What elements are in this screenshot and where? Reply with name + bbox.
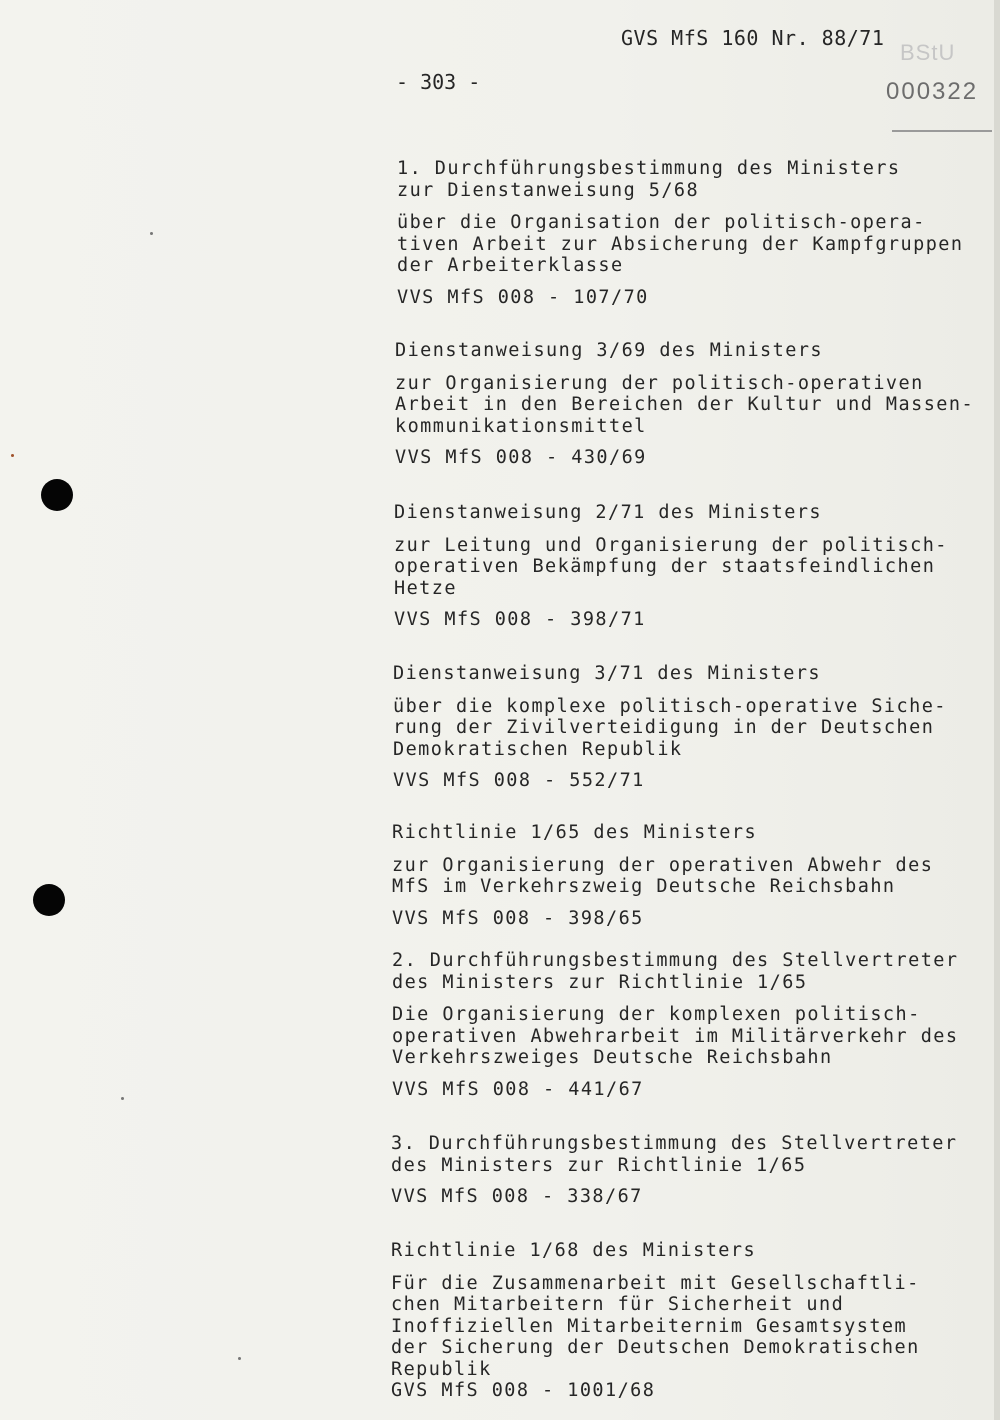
entry-reference: VVS MfS 008 - 441/67: [392, 1078, 644, 1100]
entry-description: kommunikationsmittel: [395, 415, 647, 437]
entry-description: Republik: [391, 1358, 492, 1380]
entry-description: über die Organisation der politisch-opera-: [397, 212, 926, 233]
directive-entry: [391, 1240, 995, 1402]
entry-description: zur Organisierung der politisch-operativen: [395, 372, 924, 394]
directive-entry: [391, 1133, 995, 1208]
archive-stamp-label: BStU: [900, 40, 956, 65]
entry-reference: VVS MfS 008 - 430/69: [395, 447, 647, 468]
entry-title: Dienstanweisung 3/69 des Ministers: [395, 340, 823, 361]
directive-entry: [395, 340, 999, 469]
entry-description: über die komplexe politisch-operative Siche-: [393, 695, 947, 717]
entry-reference: VVS MfS 008 - 338/67: [391, 1186, 643, 1207]
entry-description: chen Mitarbeitern für Sicherheit und: [391, 1294, 845, 1315]
entry-description: Verkehrszweiges Deutsche Reichsbahn: [392, 1047, 833, 1068]
entry-reference: VVS MfS 008 - 552/71: [393, 770, 645, 791]
entry-title: Richtlinie 1/68 des Ministers: [391, 1240, 757, 1261]
entry-description: Hetze: [394, 577, 457, 599]
entry-title: 3. Durchführungsbestimmung des Stellvertreter: [391, 1133, 958, 1154]
directive-entry: [392, 822, 996, 929]
entry-title: Dienstanweisung 2/71 des Ministers: [394, 502, 822, 523]
entry-description: Die Organisierung der komplexen politisch-: [392, 1004, 921, 1025]
directive-entry: [392, 950, 996, 1100]
directive-entry: [397, 158, 1000, 308]
entry-description: der Arbeiterklasse: [397, 255, 624, 276]
entry-title: zur Dienstanweisung 5/68: [397, 179, 700, 201]
entry-description: der Sicherung der Deutschen Demokratischen: [391, 1337, 920, 1358]
entry-description: Arbeit in den Bereichen der Kultur und Massen-: [395, 394, 975, 415]
entry-description: zur Leitung und Organisierung der politisch-: [394, 534, 948, 556]
entry-description: operativen Bekämpfung der staatsfeindlichen: [394, 556, 936, 577]
entry-title: des Ministers zur Richtlinie 1/65: [391, 1154, 807, 1176]
entry-description: rung der Zivilverteidigung in der Deutschen: [393, 717, 935, 738]
entry-reference: VVS MfS 008 - 107/70: [397, 286, 649, 308]
entry-description: zur Organisierung der operativen Abwehr des: [392, 854, 934, 876]
entry-title: des Ministers zur Richtlinie 1/65: [392, 971, 808, 993]
entry-title: Dienstanweisung 3/71 des Ministers: [393, 663, 821, 684]
entry-description: Inoffiziellen Mitarbeiternim Gesamtsystem: [391, 1315, 908, 1337]
entry-description: MfS im Verkehrszweig Deutsche Reichsbahn: [392, 876, 896, 897]
entry-description: Demokratischen Republik: [393, 738, 683, 760]
header-reference: GVS MfS 160 Nr. 88/71: [621, 26, 885, 50]
directive-entry: [393, 663, 997, 792]
entry-title: 2. Durchführungsbestimmung des Stellvertreter: [392, 950, 959, 971]
directive-entry: [394, 502, 998, 631]
entry-title: 1. Durchführungsbestimmung des Ministers: [397, 158, 901, 179]
entry-description: Für die Zusammenarbeit mit Gesellschaftli-: [391, 1272, 920, 1294]
entry-reference: VVS MfS 008 - 398/65: [392, 907, 644, 929]
archive-stamp-number: 000322: [886, 78, 979, 105]
page-number: - 303 -: [396, 70, 481, 94]
entry-reference: GVS MfS 008 - 1001/68: [391, 1380, 656, 1401]
entry-title: Richtlinie 1/65 des Ministers: [392, 822, 758, 843]
entry-description: tiven Arbeit zur Absicherung der Kampfgruppen: [397, 233, 964, 255]
entry-reference: VVS MfS 008 - 398/71: [394, 609, 646, 630]
entry-description: operativen Abwehrarbeit im Militärverkehr des: [392, 1025, 959, 1047]
